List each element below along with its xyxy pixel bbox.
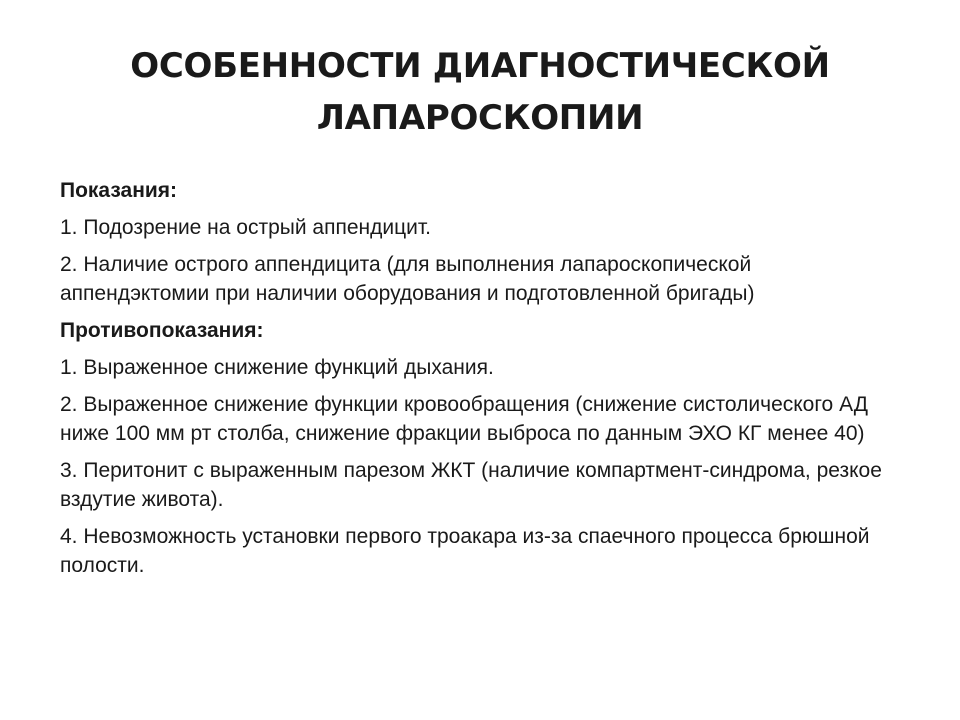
slide-title-line2: ЛАПАРОСКОПИИ bbox=[316, 98, 644, 138]
contraindication-item-4: 4. Невозможность установки первого троакара из-за спаечного процесса брюшной полости. bbox=[60, 525, 870, 577]
indications-heading: Показания: bbox=[60, 179, 178, 202]
contraindications-heading: Противопоказания: bbox=[60, 319, 264, 342]
indication-item-1: 1. Подозрение на острый аппендицит. bbox=[60, 216, 431, 239]
contraindication-item-2: 2. Выраженное снижение функции кровообращения (снижение систолического АД ниже 100 мм рт столба, снижение фракции выброса по данным ЭХО КГ менее 40) bbox=[60, 393, 868, 445]
slide-title-line1: ОСОБЕННОСТИ ДИАГНОСТИЧЕСКОЙ bbox=[130, 46, 830, 86]
contraindication-item-1: 1. Выраженное снижение функций дыхания. bbox=[60, 356, 494, 379]
contraindication-item-3: 3. Перитонит с выраженным парезом ЖКТ (наличие компартмент-синдрома, резкое вздутие живота). bbox=[60, 459, 882, 511]
indication-item-2: 2. Наличие острого аппендицита (для выполнения лапароскопической аппендэктомии при наличии оборудования и подготовленной бригады) bbox=[60, 253, 755, 305]
slide-body bbox=[60, 176, 900, 588]
slide-title bbox=[80, 40, 880, 144]
